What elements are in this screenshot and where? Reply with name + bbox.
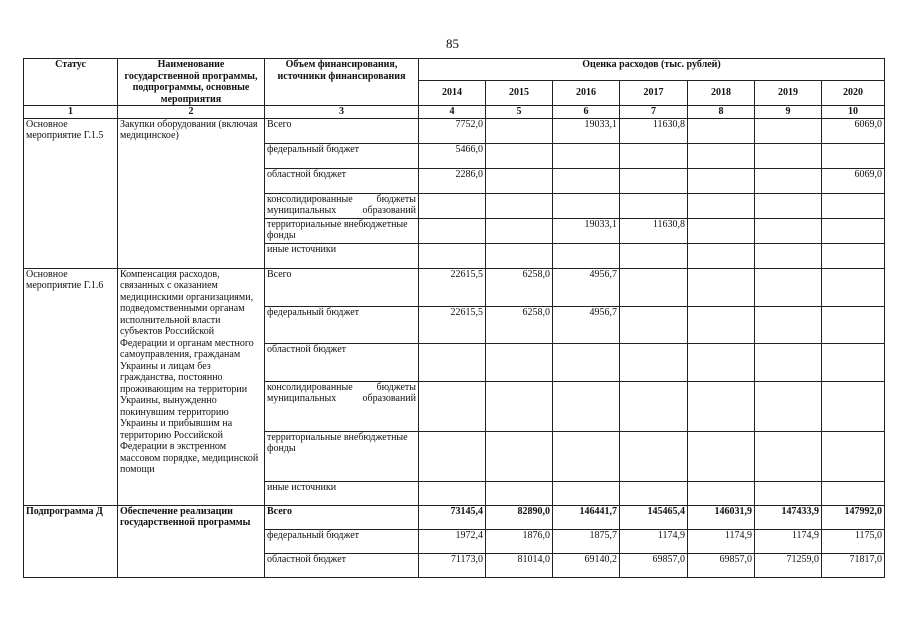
value-cell (755, 268, 822, 306)
value-cell (486, 168, 553, 193)
name-cell: Закупки оборудования (включая медицинское) (118, 118, 265, 268)
value-cell (620, 243, 688, 268)
source-cell: федеральный бюджет (265, 143, 419, 168)
value-cell (688, 306, 755, 343)
status-cell: Основное мероприятие Г.1.5 (24, 118, 118, 268)
value-cell (620, 168, 688, 193)
value-cell (486, 381, 553, 431)
value-cell: 6258,0 (486, 268, 553, 306)
value-cell: 5466,0 (419, 143, 486, 168)
value-cell (822, 243, 885, 268)
column-number: 1 (24, 106, 118, 119)
value-cell (419, 431, 486, 481)
page-number: 85 (446, 36, 459, 51)
value-cell: 11630,8 (620, 218, 688, 243)
value-cell (822, 143, 885, 168)
value-cell: 1972,4 (419, 529, 486, 553)
value-cell (486, 193, 553, 218)
value-cell (620, 268, 688, 306)
value-cell (419, 193, 486, 218)
value-cell: 69857,0 (620, 553, 688, 577)
value-cell: 6069,0 (822, 168, 885, 193)
source-cell: иные источники (265, 481, 419, 505)
source-cell: федеральный бюджет (265, 306, 419, 343)
value-cell (486, 481, 553, 505)
value-cell: 71173,0 (419, 553, 486, 577)
column-number: 2 (118, 106, 265, 119)
column-number: 5 (486, 106, 553, 119)
status-cell: Подпрограмма Д (24, 505, 118, 577)
value-cell (822, 268, 885, 306)
value-cell: 4956,7 (553, 268, 620, 306)
value-cell (755, 193, 822, 218)
table-row (24, 118, 885, 143)
value-cell (755, 343, 822, 381)
header-funding: Объем финансирования, источники финансирования (265, 59, 419, 106)
value-cell: 69857,0 (688, 553, 755, 577)
value-cell (755, 118, 822, 143)
value-cell (822, 193, 885, 218)
value-cell: 1876,0 (486, 529, 553, 553)
source-cell: консолидированные бюджеты муниципальных образований (265, 193, 419, 218)
value-cell: 22615,5 (419, 268, 486, 306)
source-cell: областной бюджет (265, 343, 419, 381)
value-cell: 147433,9 (755, 505, 822, 529)
value-cell (620, 193, 688, 218)
value-cell: 146441,7 (553, 505, 620, 529)
value-cell: 7752,0 (419, 118, 486, 143)
column-number: 4 (419, 106, 486, 119)
value-cell (553, 381, 620, 431)
value-cell: 1175,0 (822, 529, 885, 553)
value-cell (620, 143, 688, 168)
name-cell: Обеспечение реализации государственной программы (118, 505, 265, 577)
value-cell (419, 481, 486, 505)
value-cell: 1174,9 (620, 529, 688, 553)
value-cell (688, 343, 755, 381)
value-cell (822, 481, 885, 505)
value-cell: 6069,0 (822, 118, 885, 143)
value-cell (553, 143, 620, 168)
value-cell (688, 268, 755, 306)
value-cell (688, 381, 755, 431)
value-cell (822, 218, 885, 243)
column-number: 8 (688, 106, 755, 119)
value-cell: 147992,0 (822, 505, 885, 529)
value-cell: 11630,8 (620, 118, 688, 143)
status-cell: Основное мероприятие Г.1.6 (24, 268, 118, 505)
expenditure-table (23, 58, 885, 578)
value-cell (553, 481, 620, 505)
header-status: Статус (24, 59, 118, 106)
value-cell (755, 306, 822, 343)
value-cell: 73145,4 (419, 505, 486, 529)
source-cell: Всего (265, 505, 419, 529)
header-estimate: Оценка расходов (тыс. рублей) (419, 59, 885, 81)
column-number: 3 (265, 106, 419, 119)
value-cell (755, 481, 822, 505)
column-number-row (24, 106, 885, 119)
value-cell (419, 243, 486, 268)
source-cell: Всего (265, 118, 419, 143)
value-cell: 22615,5 (419, 306, 486, 343)
column-number: 10 (822, 106, 885, 119)
value-cell (822, 306, 885, 343)
value-cell (486, 343, 553, 381)
source-cell: территориальные внебюджетные фонды (265, 218, 419, 243)
value-cell (755, 218, 822, 243)
source-cell: областной бюджет (265, 553, 419, 577)
value-cell (822, 343, 885, 381)
source-cell: территориальные внебюджетные фонды (265, 431, 419, 481)
header-year: 2018 (688, 81, 755, 106)
value-cell (419, 343, 486, 381)
value-cell (822, 381, 885, 431)
value-cell: 1875,7 (553, 529, 620, 553)
value-cell (755, 381, 822, 431)
value-cell (620, 306, 688, 343)
value-cell (486, 118, 553, 143)
value-cell: 71259,0 (755, 553, 822, 577)
value-cell (419, 381, 486, 431)
value-cell: 19033,1 (553, 118, 620, 143)
table-row (24, 268, 885, 306)
header-year: 2020 (822, 81, 885, 106)
column-number: 9 (755, 106, 822, 119)
source-cell: областной бюджет (265, 168, 419, 193)
value-cell: 2286,0 (419, 168, 486, 193)
value-cell (620, 431, 688, 481)
value-cell: 6258,0 (486, 306, 553, 343)
value-cell: 71817,0 (822, 553, 885, 577)
value-cell: 82890,0 (486, 505, 553, 529)
value-cell: 146031,9 (688, 505, 755, 529)
value-cell (688, 118, 755, 143)
source-cell: Всего (265, 268, 419, 306)
value-cell (486, 243, 553, 268)
value-cell (486, 431, 553, 481)
value-cell (553, 431, 620, 481)
value-cell (553, 193, 620, 218)
column-number: 6 (553, 106, 620, 119)
value-cell (688, 481, 755, 505)
value-cell (755, 168, 822, 193)
source-cell: федеральный бюджет (265, 529, 419, 553)
value-cell (755, 143, 822, 168)
value-cell (688, 168, 755, 193)
header-year: 2019 (755, 81, 822, 106)
value-cell (688, 218, 755, 243)
value-cell (553, 243, 620, 268)
value-cell: 19033,1 (553, 218, 620, 243)
value-cell (755, 243, 822, 268)
header-name: Наименование государственной программы, подпрограммы, основные мероприятия (118, 59, 265, 106)
value-cell (486, 218, 553, 243)
header-year: 2014 (419, 81, 486, 106)
value-cell: 4956,7 (553, 306, 620, 343)
header-year: 2017 (620, 81, 688, 106)
source-cell: консолидированные бюджеты муниципальных образований (265, 381, 419, 431)
value-cell (553, 168, 620, 193)
value-cell: 1174,9 (688, 529, 755, 553)
value-cell (688, 193, 755, 218)
value-cell (688, 243, 755, 268)
value-cell (620, 343, 688, 381)
value-cell (822, 431, 885, 481)
value-cell (553, 343, 620, 381)
value-cell (486, 143, 553, 168)
value-cell (755, 431, 822, 481)
value-cell (688, 431, 755, 481)
header-year: 2016 (553, 81, 620, 106)
value-cell: 69140,2 (553, 553, 620, 577)
column-number: 7 (620, 106, 688, 119)
value-cell: 145465,4 (620, 505, 688, 529)
value-cell (620, 481, 688, 505)
header-year: 2015 (486, 81, 553, 106)
source-cell: иные источники (265, 243, 419, 268)
value-cell (419, 218, 486, 243)
value-cell: 1174,9 (755, 529, 822, 553)
value-cell (688, 143, 755, 168)
value-cell (620, 381, 688, 431)
name-cell: Компенсация расходов, связанных с оказанием медицинскими организациями, подведомственными органам исполнительной власти субъектов Российской Федерации и органам местного самоуправления, гражданам Украины и лицам без гражданства, постоянно проживающим на территории Украины, вынужденно покинувшим территорию Украины и прибывшим на территорию Российской Федерации в экстренном массовом порядке, медицинской помощи (118, 268, 265, 505)
table-row (24, 505, 885, 529)
value-cell: 81014,0 (486, 553, 553, 577)
